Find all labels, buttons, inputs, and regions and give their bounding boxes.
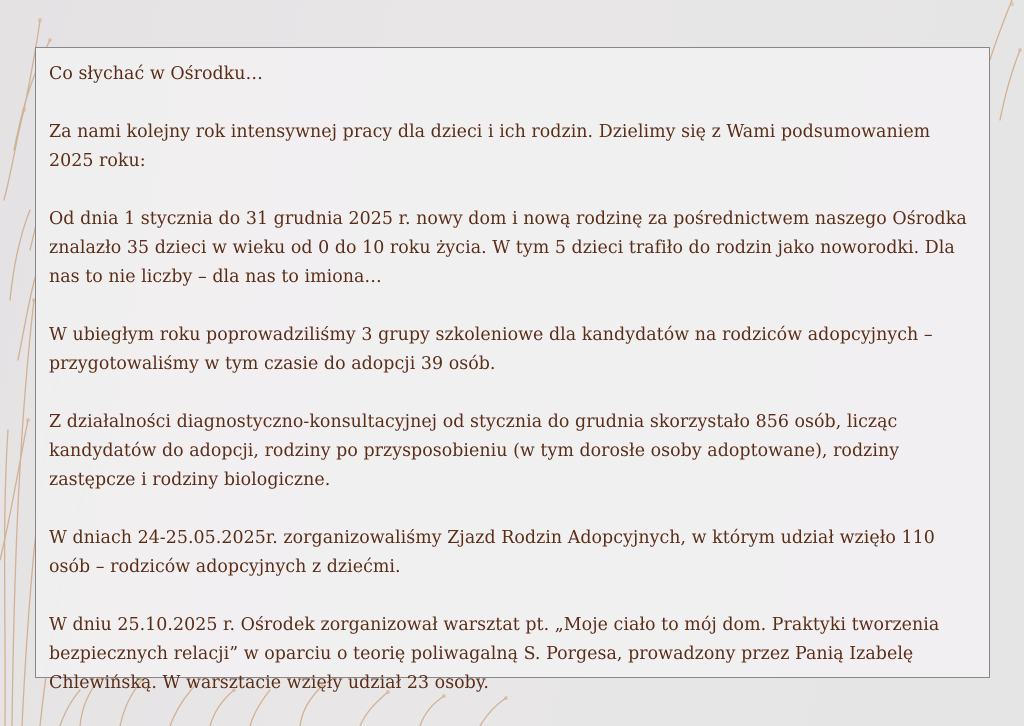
intro-paragraph: Za nami kolejny rok intensywnej pracy dla dzieci i ich rodzin. Dzielimy się z Wami podsumowaniem 2025 roku: [49, 122, 931, 171]
summary-card [35, 47, 990, 693]
workshop-paragraph: W dniu 25.10.2025 r. Ośrodek zorganizował warsztat pt. „Moje ciało to mój dom. Praktyki tworzenia bezpiecznych relacji” w oparciu o teorię poliwagalną S. Porgesa, prowadzony przez Panią Izabelę Chlewińską. W warsztacie wzięły udział 23 osoby. [49, 615, 940, 693]
family-reunion-paragraph: W dniach 24-25.05.2025r. zorganizowaliśmy Zjazd Rodzin Adopcyjnych, w którym udział wzięło 110 osób – rodziców adopcyjnych z dziećmi. [49, 528, 935, 577]
consultation-paragraph: Z działalności diagnostyczno-konsultacyjnej od stycznia do grudnia skorzystało 856 osób, licząc kandydatów do adopcji, rodziny po przysposobieniu (w tym dorosłe osoby adoptowane), rodziny zastępcze i rodziny biologiczne. [49, 412, 900, 490]
training-paragraph: W ubiegłym roku poprowadziliśmy 3 grupy szkoleniowe dla kandydatów na rodziców adopcyjnych – przygotowaliśmy w tym czasie do adopcji 39 osób. [49, 325, 933, 374]
summary-heading: Co słychać w Ośrodku… [49, 64, 263, 84]
adoptions-paragraph: Od dnia 1 stycznia do 31 grudnia 2025 r. nowy dom i nową rodzinę za pośrednictwem naszego Ośrodka znalazło 35 dzieci w wieku od 0 do 10 roku życia. W tym 5 dzieci trafiło do rodzin jako noworodki. Dla nas to nie liczby – dla nas to imiona… [49, 209, 967, 287]
